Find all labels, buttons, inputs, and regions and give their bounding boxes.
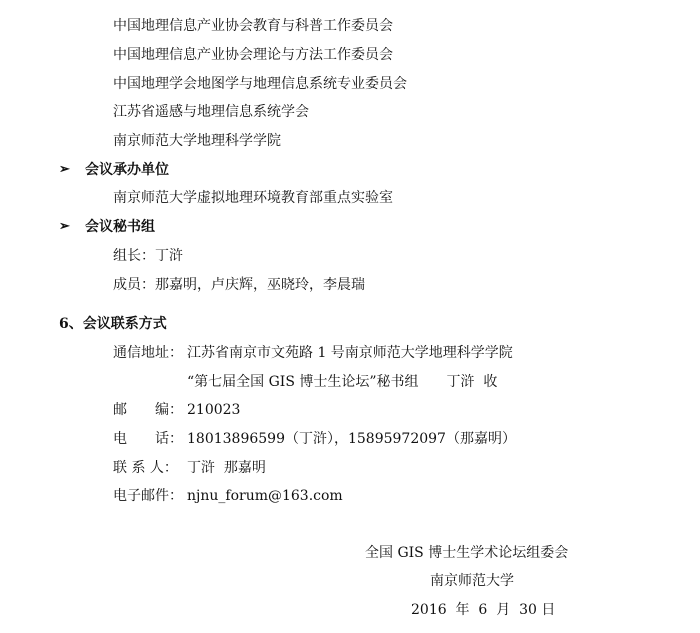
address-line-1: 江苏省南京市文苑路 1 号南京师范大学地理科学学院	[187, 345, 513, 361]
postcode-label: 邮 编：	[113, 402, 183, 418]
phone-label: 电 话：	[113, 431, 183, 447]
contact-person-value: 丁浒 那嘉明	[187, 460, 266, 476]
email-value: njnu_forum@163.com	[187, 488, 343, 504]
signature-date: 2016 年 6 月 30 日	[411, 602, 556, 618]
host-value: 南京师范大学虚拟地理环境教育部重点实验室	[113, 190, 393, 206]
arrow-bullet-icon: ➢	[59, 162, 70, 177]
arrow-bullet-icon: ➢	[59, 219, 70, 234]
secretariat-heading: 会议秘书组	[85, 219, 155, 235]
contact-person-label: 联 系 人：	[113, 460, 178, 476]
org-item: 中国地理信息产业协会教育与科普工作委员会	[113, 18, 393, 34]
contact-heading: 6、会议联系方式	[59, 316, 167, 332]
secretariat-leader: 组长：丁浒	[113, 248, 183, 264]
org-item: 南京师范大学地理科学学院	[113, 133, 281, 149]
email-label: 电子邮件：	[113, 488, 183, 504]
address-line-2: “第七届全国 GIS 博士生论坛”秘书组 丁浒 收	[187, 374, 498, 390]
org-item: 中国地理信息产业协会理论与方法工作委员会	[113, 47, 393, 63]
secretariat-members: 成员：那嘉明，卢庆辉，巫晓玲，李晨瑞	[113, 277, 365, 293]
address-label: 通信地址：	[113, 345, 183, 361]
org-item: 江苏省遥感与地理信息系统学会	[113, 104, 309, 120]
postcode-value: 210023	[187, 402, 241, 418]
signature-university: 南京师范大学	[430, 573, 514, 589]
org-item: 中国地理学会地图学与地理信息系统专业委员会	[113, 76, 407, 92]
signature-org: 全国 GIS 博士生学术论坛组委会	[365, 545, 569, 561]
host-heading: 会议承办单位	[85, 162, 169, 178]
phone-value: 18013896599（丁浒），15895972097（那嘉明）	[187, 431, 516, 447]
